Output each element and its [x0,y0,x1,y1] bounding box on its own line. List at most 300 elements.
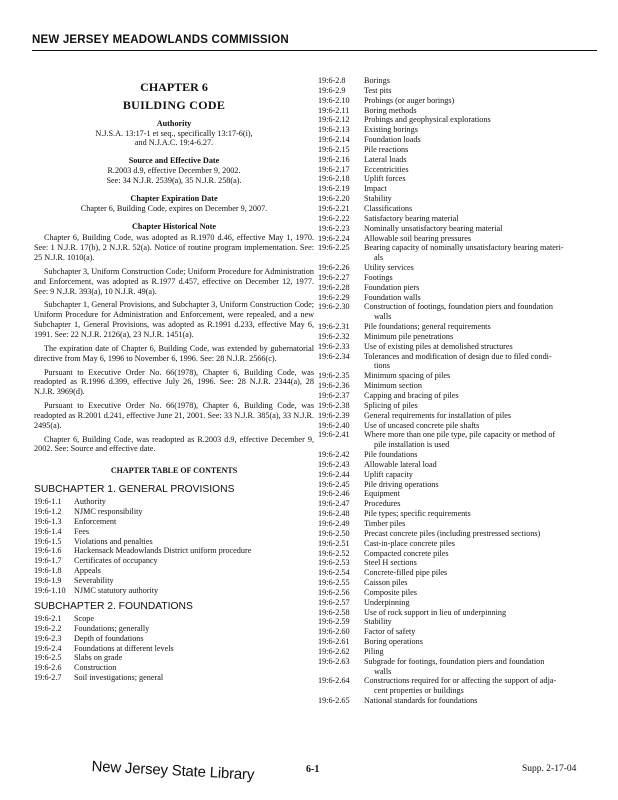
toc-entry [318,549,608,559]
toc-entry [34,507,314,517]
section-number: 19:6-2.24 [318,233,350,243]
section-number: 19:6-2.50 [318,528,350,538]
section-title [364,627,608,637]
toc-entry [318,381,608,391]
toc-entry [318,617,608,627]
section-number: 19:6-2.3 [34,633,62,643]
section-title [364,401,608,411]
section-number: 19:6-1.7 [34,556,62,566]
section-title-continuation: cent properties or buildings [374,686,464,696]
toc-entry [34,576,314,586]
section-title-text: Soil investigations; general [74,673,164,683]
section-title [364,598,608,608]
section-title-text: Authority [74,497,106,507]
section-title [364,243,608,263]
toc-entry [318,499,608,509]
section-title [364,549,608,559]
section-title-text: Utility services [364,263,414,273]
toc-entry [318,578,608,588]
library-stamp: New Jersey State Library [91,758,255,784]
source-line: See: 34 N.J.R. 2539(a), 35 N.J.R. 258(a). [106,176,242,185]
section-number: 19:6-2.33 [318,341,350,351]
toc-entry [318,145,608,155]
section-title-text: Pile reactions [364,144,409,154]
history-paragraph: Chapter 6, Building Code, was adopted as R.1970 d.46, effective May 1, 1970. See: 1 N.J.R. 17(b), 2 N.J.R. 52(a). Notice of routine program implementation. See: 25 N.J.R. 1010(a). [34,233,314,263]
section-title-text: Minimum spacing of piles [364,371,451,381]
section-title-text: Lateral loads [364,154,407,164]
toc-entry [318,204,608,214]
section-title [364,519,608,529]
toc-entry [318,174,608,184]
toc-entry [318,568,608,578]
section-number: 19:6-2.23 [318,223,350,233]
toc-entry [318,411,608,421]
section-number: 19:6-2.40 [318,420,350,430]
section-title-text: Capping and bracing of piles [364,391,459,400]
chapter-number: CHAPTER 6 [140,80,208,94]
section-title-text: Boring operations [364,637,423,647]
section-title [364,135,608,145]
section-title-text: Construction [74,663,117,673]
section-title-text: Steel H sections [364,558,417,568]
section-title-text: Use of rock support in lieu of underpinning [364,607,507,617]
section-title-text: Factor of safety [364,627,416,637]
source-heading: Source and Effective Date [128,156,220,166]
section-title [364,647,608,657]
section-title-text: Test pits [364,85,392,95]
section-number: 19:6-2.2 [34,623,62,633]
section-title-text: Foundations; generally [74,623,150,633]
section-title-text: Slabs on grade [74,653,123,663]
section-title-text: Boring methods [364,105,417,115]
section-number: 19:6-2.43 [318,459,350,469]
section-title [364,125,608,135]
section-number: 19:6-2.19 [318,184,350,194]
section-title-text: NJMC statutory authority [74,585,159,595]
toc-entry [34,653,314,663]
section-title-text: Minimum section [364,381,422,391]
section-title [364,302,608,322]
section-title-text: Hackensack Meadowlands District uniform procedure [74,546,252,556]
section-title [364,342,608,352]
section-title-text: Impact [364,184,387,194]
section-title-continuation: tions [374,361,390,371]
section-number: 19:6-2.46 [318,489,350,499]
toc-entry [318,115,608,125]
toc-entry [318,627,608,637]
section-number: 19:6-2.39 [318,410,350,420]
section-title [364,430,608,450]
section-title [364,381,608,391]
section-title [364,421,608,431]
section-number: 19:6-1.6 [34,546,62,556]
section-number: 19:6-2.15 [318,144,350,154]
section-number: 19:6-2.5 [34,653,62,663]
toc-entry [34,634,314,644]
toc-entry [318,509,608,519]
section-number: 19:6-1.8 [34,566,62,576]
section-title [364,194,608,204]
authority-line: N.J.S.A. 13:17-1 et seq., specifically 13:17-6(i), [95,128,253,138]
history-paragraph: Pursuant to Executive Order No. 66(1978), Chapter 6, Building Code, was readopted as R.1996 d.399, effective July 26, 1996. See: 28 N.J.R. 2344(a), 28 N.J.R. 3969(d). [34,367,314,397]
section-title-text: Concrete-filled pipe piles [364,568,448,578]
section-number: 19:6-2.31 [318,322,350,332]
toc-entry [318,647,608,657]
subchapter-2-heading: SUBCHAPTER 2. FOUNDATIONS [34,600,193,612]
section-title-continuation: pile installation is used [374,440,450,450]
section-number: 19:6-2.58 [318,607,350,617]
section-title-text: Minimum pile penetrations [364,331,454,341]
toc-entry [318,558,608,568]
section-number: 19:6-2.12 [318,115,350,125]
section-number: 19:6-2.52 [318,548,350,558]
section-title [364,184,608,194]
section-title-text: Timber piles [364,518,406,528]
section-title-text: Where more than one pile type, pile capacity or method of [364,430,556,440]
section-number: 19:6-2.55 [318,578,350,588]
section-number: 19:6-2.60 [318,627,350,637]
section-title [74,497,314,507]
section-number: 19:6-2.56 [318,587,350,597]
toc-entry [318,371,608,381]
section-number: 19:6-2.17 [318,164,350,174]
section-title [74,653,314,663]
toc-entry [34,517,314,527]
section-title-text: Foundation walls [364,292,421,302]
section-number: 19:6-1.5 [34,536,62,546]
toc-entry [318,184,608,194]
section-title-text: Tolerances and modification of design due to filed condi- [364,351,552,361]
section-title-text: Use of existing piles at demolished structures [364,341,513,351]
section-number: 19:6-2.47 [318,499,350,509]
section-number: 19:6-2.59 [318,617,350,627]
section-title-text: Uplift forces [364,174,406,184]
section-title [74,673,314,683]
section-title-text: Uplift capacity [364,469,413,479]
section-number: 19:6-2.48 [318,509,350,519]
section-title [364,106,608,116]
section-number: 19:6-2.62 [318,646,350,656]
history-paragraph: Subchapter 1, General Provisions, and Subchapter 3, Uniform Construction Code; Uniform Procedure for Administration and Enforcement, were repealed, and a new Subchapter 1, General Provisions, was adopted as R.1991 d.233, effective May 6, 1991. See: 22 N.J.R. 2126(a), 23 N.J.R. 1451(a). [34,300,314,339]
section-title [364,499,608,509]
section-title-text: Enforcement [74,516,117,526]
toc-entry [318,480,608,490]
authority-line: and N.J.A.C. 19:4-6.27. [134,138,214,148]
section-title-text: Borings [364,76,390,85]
section-title-text: Certificates of occupancy [74,556,158,566]
section-title [364,470,608,480]
section-number: 19:6-2.53 [318,558,350,568]
section-title-text: Use of uncased concrete pile shafts [364,420,480,430]
section-number: 19:6-2.14 [318,135,350,145]
section-title [364,637,608,647]
section-title-text: Severability [74,575,114,585]
section-title-text: Composite piles [364,587,417,597]
toc-entry [318,588,608,598]
section-title [74,517,314,527]
section-title [364,263,608,273]
section-title [364,558,608,568]
toc-heading: CHAPTER TABLE OF CONTENTS [110,466,238,476]
section-number: 19:6-1.3 [34,516,62,526]
section-number: 19:6-1.10 [34,585,66,595]
history-paragraph: Pursuant to Executive Order No. 66(1978), Chapter 6, Building Code, was readopted as R.2001 d.241, effective June 21, 2001. See: 33 N.J.R. 385(a), 33 N.J.R. 2495(a). [34,401,314,430]
subchapter-1-list [34,497,314,595]
section-number: 19:6-2.54 [318,568,350,578]
source-line: R.2003 d.9, effective December 9, 2002. [107,166,241,176]
toc-entry [318,135,608,145]
section-title-text: Probings (or auger borings) [364,95,455,105]
section-title [364,371,608,381]
section-number: 19:6-1.4 [34,526,62,536]
section-number: 19:6-2.27 [318,272,350,282]
section-number: 19:6-2.49 [318,518,350,528]
toc-entry [318,224,608,234]
section-title-text: Stability [364,617,392,627]
section-title-text: Procedures [364,499,401,509]
section-title [74,624,314,634]
section-title-text: Violations and penalties [74,536,153,546]
section-number: 19:6-2.20 [318,194,350,204]
section-title [364,480,608,490]
toc-entry [318,322,608,332]
section-number: 19:6-2.41 [318,430,350,440]
toc-entry [318,460,608,470]
toc-entry [318,676,608,696]
history-paragraph: The expiration date of Chapter 6, Building Code, was extended by gubernatorial directive from May 6, 1996 to November 6, 1996. See: 28 N.J.R. 2566(c). [34,343,314,363]
header-rule [32,50,597,51]
section-title-text: Nominally unsatisfactory bearing material [364,223,503,233]
toc-entry [34,527,314,537]
section-title-text: Fees [74,526,90,536]
section-title [364,214,608,224]
section-number: 19:6-2.35 [318,371,350,381]
section-title [74,527,314,537]
section-title-text: Equipment [364,489,400,499]
section-title [364,529,608,539]
section-title-text: NJMC responsibility [74,507,143,517]
section-number: 19:6-2.6 [34,663,62,673]
section-number: 19:6-2.8 [318,76,346,85]
section-title-text: Pile foundations [364,450,418,460]
section-number: 19:6-2.4 [34,643,62,653]
section-title-text: Piling [364,646,384,656]
section-number: 19:6-2.65 [318,696,350,706]
section-title [364,588,608,598]
section-title [364,657,608,677]
section-title-text: Pile types; specific requirements [364,509,471,519]
section-title [364,332,608,342]
toc-entry [318,302,608,322]
section-number: 19:6-2.11 [318,105,350,115]
history-paragraph: Subchapter 3, Uniform Construction Code; Uniform Procedure for Administration and Enforcement, was adopted as R.1977 d.457, effective on December 12, 1977. See: 9 N.J.R. 393(a), 10 N.J.R. 49(a). [34,266,314,296]
toc-entry [318,214,608,224]
history-paragraph: Chapter 6, Building Code, was readopted as R.2003 d.9, effective December 9, 2002. See: Source and effective date. [34,434,314,454]
section-title [364,273,608,283]
section-title-text: Foundation loads [364,135,421,145]
section-title [364,450,608,460]
section-title [364,568,608,578]
toc-entry [318,657,608,677]
toc-entry [318,637,608,647]
section-title [74,507,314,517]
section-number: 19:6-2.57 [318,597,350,607]
toc-entry [34,556,314,566]
section-title [364,115,608,125]
toc-entry [34,586,314,596]
toc-entry [318,489,608,499]
toc-entry [318,450,608,460]
toc-entry [318,401,608,411]
expiration-text: Chapter 6, Building Code, expires on December 9, 2007. [80,203,268,213]
toc-entry [34,537,314,547]
section-title-text: National standards for foundations [364,696,478,706]
section-title [364,234,608,244]
toc-entry [318,293,608,303]
toc-entry [318,332,608,342]
toc-entry [318,391,608,401]
section-number: 19:6-2.22 [318,213,350,223]
section-title-text: Depth of foundations [74,633,144,643]
section-title [364,145,608,155]
section-list [318,76,608,706]
toc-entry [34,673,314,683]
section-title-text: Constructions required for or affecting the support of adja- [364,676,557,686]
section-number: 19:6-2.29 [318,292,350,302]
section-number: 19:6-2.44 [318,469,350,479]
toc-entry [318,283,608,293]
toc-entry [318,352,608,372]
toc-entry [318,529,608,539]
toc-entry [318,76,608,86]
toc-entry [318,194,608,204]
section-title [74,644,314,654]
expiration-heading: Chapter Expiration Date [130,193,218,203]
section-title-continuation: als [374,253,384,263]
toc-entry [318,263,608,273]
section-title [74,614,314,624]
section-title-text: Classifications [364,203,413,213]
toc-entry [318,342,608,352]
section-title [364,489,608,499]
section-number: 19:6-2.51 [318,538,350,548]
section-number: 19:6-2.63 [318,656,350,666]
section-number: 19:6-2.45 [318,479,350,489]
section-number: 19:6-2.13 [318,125,350,135]
toc-entry [34,546,314,556]
authority-heading: Authority [156,118,192,128]
toc-entry [34,614,314,624]
toc-entry [34,566,314,576]
section-number: 19:6-2.26 [318,263,350,273]
section-title-text: Foundations at different levels [74,643,174,653]
section-title [74,566,314,576]
toc-entry [34,624,314,634]
section-title-text: Splicing of piles [364,400,418,410]
section-title [364,96,608,106]
section-number: 19:6-2.34 [318,351,350,361]
toc-entry [318,608,608,618]
toc-entry [318,519,608,529]
section-number: 19:6-1.2 [34,507,62,517]
section-number: 19:6-2.42 [318,450,350,460]
toc-entry [318,421,608,431]
toc-entry [318,598,608,608]
toc-entry [318,125,608,135]
section-title [74,663,314,673]
section-title [74,634,314,644]
section-title [364,174,608,184]
section-title-text: Appeals [74,566,101,576]
section-title [74,556,314,566]
toc-entry [318,539,608,549]
section-title-text: Construction of footings, foundation piers and foundation [364,302,553,312]
section-title [364,322,608,332]
section-title [74,537,314,547]
section-title-text: Pile driving operations [364,479,439,489]
chapter-name: BUILDING CODE [122,98,226,113]
section-title-text: Subgrade for footings, foundation piers and foundation [364,656,545,666]
section-number: 19:6-2.9 [318,85,346,95]
toc-entry [318,155,608,165]
section-title-text: Satisfactory bearing material [364,213,459,223]
section-title [364,165,608,175]
section-title-text: Footings [364,272,393,282]
section-title [364,696,608,706]
section-number: 19:6-2.30 [318,302,350,312]
section-number: 19:6-2.7 [34,673,62,683]
toc-entry [318,470,608,480]
section-title [364,617,608,627]
section-title [364,352,608,372]
section-title [364,283,608,293]
toc-entry [318,243,608,263]
section-title-continuation: walls [374,666,392,676]
section-title-text: Allowable soil bearing pressures [364,233,472,243]
section-number: 19:6-2.64 [318,676,350,686]
section-title [364,293,608,303]
section-title-text: General requirements for installation of piles [364,410,512,420]
section-title-text: Foundation piers [364,282,420,292]
section-number: 19:6-2.38 [318,400,350,410]
section-title-text: Bearing capacity of nominally unsatisfactory bearing materi- [364,243,564,253]
section-title [364,608,608,618]
subchapter-2-list [34,614,314,683]
section-number: 19:6-2.1 [34,613,62,623]
toc-entry [318,430,608,450]
section-title-text: Stability [364,194,392,204]
left-column [34,78,314,683]
section-title-text: Precast concrete piles (including prestressed sections) [364,528,541,538]
section-title [364,509,608,519]
section-title [74,586,314,596]
toc-entry [318,273,608,283]
section-title [364,76,608,86]
toc-entry [34,644,314,654]
section-title [364,86,608,96]
section-number: 19:6-2.16 [318,154,350,164]
toc-entry [318,696,608,706]
right-column [318,76,608,706]
subchapter-1-heading: SUBCHAPTER 1. GENERAL PROVISIONS [34,483,235,495]
section-title [364,411,608,421]
section-number: 19:6-2.61 [318,637,350,647]
section-number: 19:6-1.1 [34,497,62,507]
section-title [364,224,608,234]
section-number: 19:6-2.21 [318,203,350,213]
section-number: 19:6-2.10 [318,95,350,105]
history-heading: Chapter Historical Note [132,221,216,231]
